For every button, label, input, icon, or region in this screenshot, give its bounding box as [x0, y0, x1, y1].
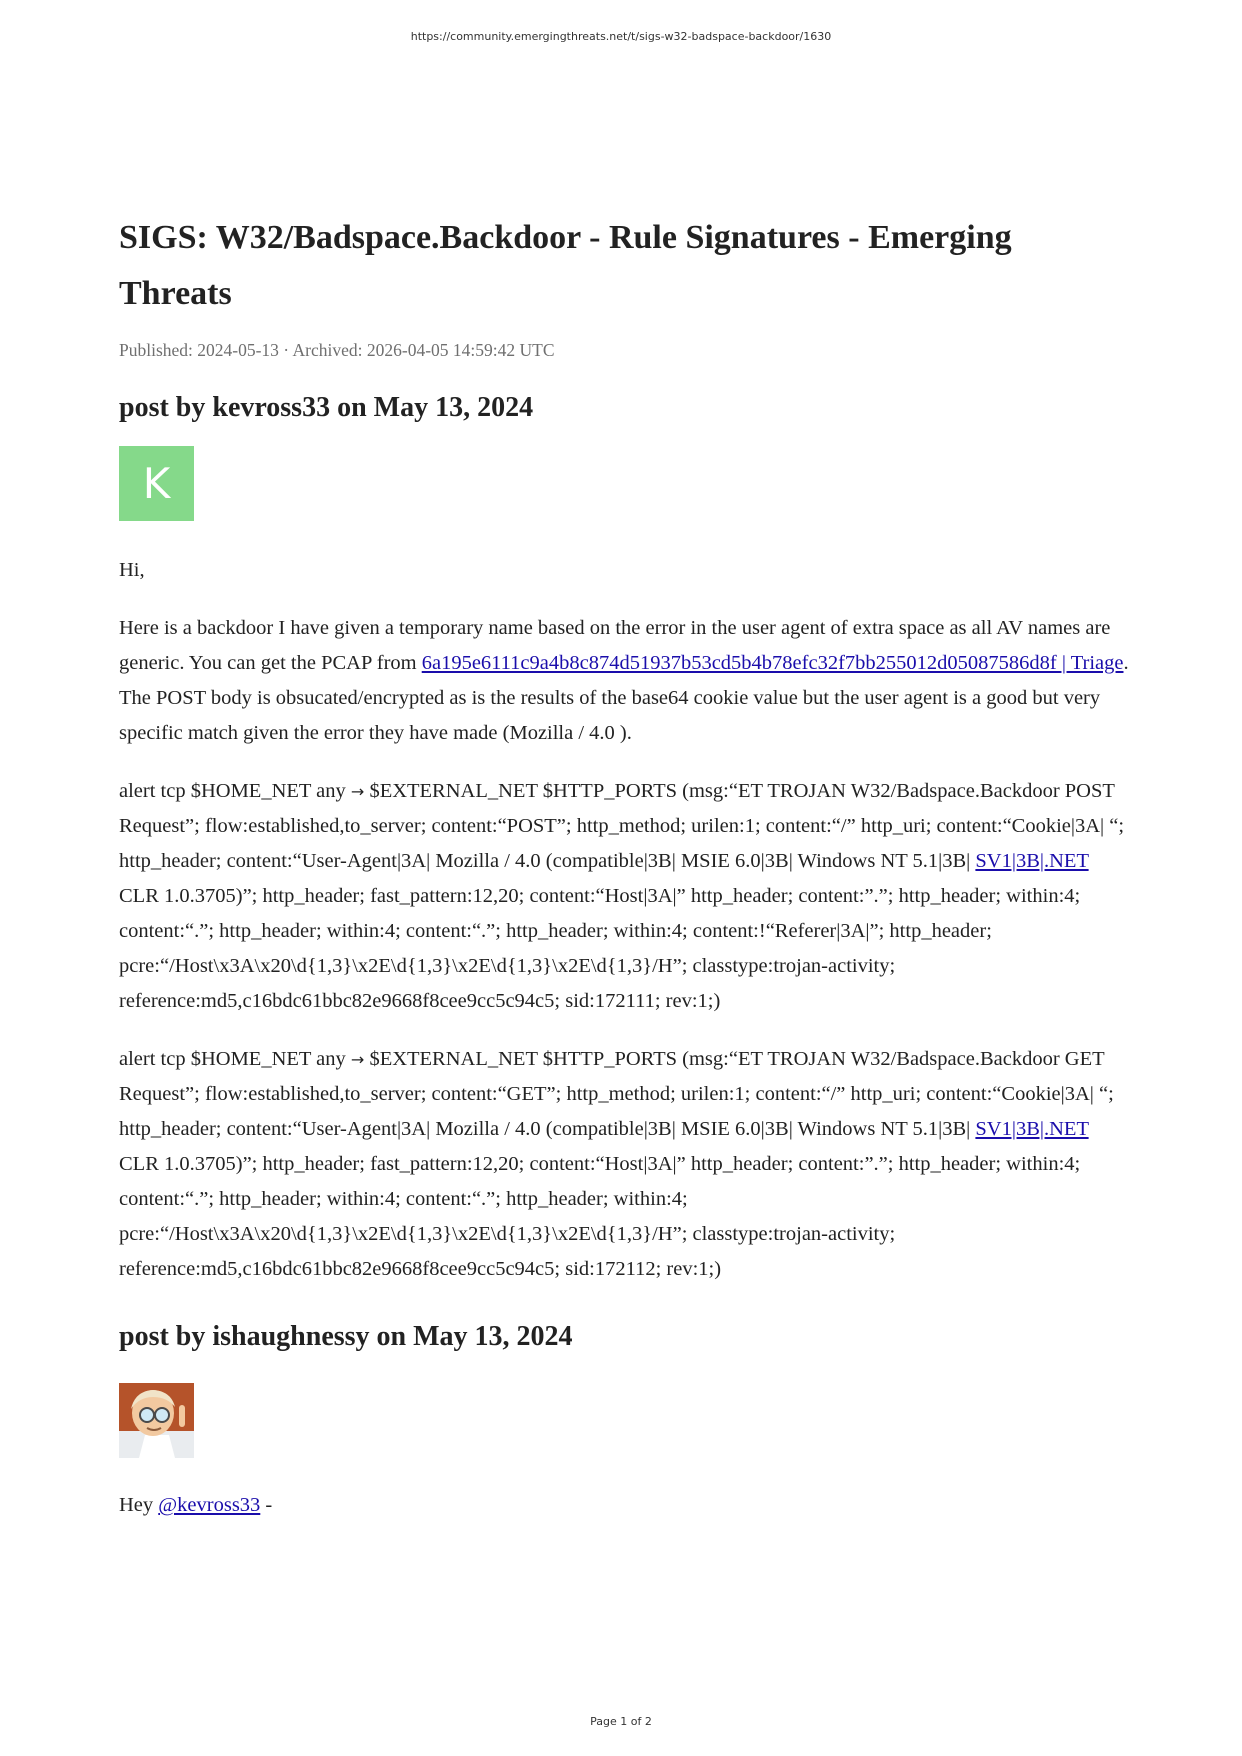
page-number: Page 1 of 2	[590, 1715, 652, 1728]
professor-avatar-icon	[119, 1383, 194, 1458]
post-greeting: Hi,	[119, 559, 145, 581]
rule-post-request: alert tcp $HOME_NET any → $EXTERNAL_NET $HTTP_PORTS (msg:“ET TROJAN W32/Badspace.Backdoor POST Request”; flow:established,to_server; content:“POST”; http_method; urilen:1; content:“/” http_uri; content:“Cookie|3A| “; http_header; content:“User-Agent|3A| Mozilla / 4.0 (compatible|3B| MSIE 6.0|3B| Windows NT 5.1|3B| SV1|3B|.NET CLR 1.0.3705)”; http_header; fast_pattern:12,20; content:“Host|3A|” http_header; content:”.”; http_header; within:4; content:“.”; http_header; within:4; content:“.”; http_header; within:4; content:!“Referer|3A|”; http_header; pcre:“/Host\x3A\x20\d{1,3}\x2E\d{1,3}\x2E\d{1,3}\x2E\d{1,3}/H”; classtype:trojan-activity; reference:md5,c16bdc61bbc82e9668f8cee9cc5c94c5; sid:172111; rev:1;)	[119, 780, 1125, 1012]
article-content	[119, 210, 1129, 1523]
rule-get-request: alert tcp $HOME_NET any → $EXTERNAL_NET $HTTP_PORTS (msg:“ET TROJAN W32/Badspace.Backdoor GET Request”; flow:established,to_server; content:“GET”; http_method; urilen:1; content:“/” http_uri; content:“Cookie|3A| “; http_header; content:“User-Agent|3A| Mozilla / 4.0 (compatible|3B| MSIE 6.0|3B| Windows NT 5.1|3B| SV1|3B|.NET CLR 1.0.3705)”; http_header; fast_pattern:12,20; content:“Host|3A|” http_header; content:”.”; http_header; within:4; content:“.”; http_header; within:4; content:“.”; http_header; within:4; pcre:“/Host\x3A\x20\d{1,3}\x2E\d{1,3}\x2E\d{1,3}\x2E\d{1,3}/H”; classtype:trojan-activity; reference:md5,c16bdc61bbc82e9668f8cee9cc5c94c5; sid:172112; rev:1;)	[119, 1048, 1114, 1280]
post-heading-ishaughnessy: post by ishaughnessy on May 13, 2024	[119, 1321, 573, 1352]
publish-meta: Published: 2024-05-13 · Archived: 2026-04-05 14:59:42 UTC	[119, 340, 555, 360]
reply-paragraph: Hey @kevross33 -	[119, 1494, 273, 1516]
arrow-icon: →	[350, 1050, 365, 1069]
page-title: SIGS: W32/Badspace.Backdoor - Rule Signatures - Emerging Threats	[119, 219, 1012, 312]
post-intro-paragraph: Here is a backdoor I have given a temporary name based on the error in the user agent of extra space as all AV names are generic. You can get the PCAP from 6a195e6111c9a4b8c874d51937b53cd5b4b78efc32f7bb255012d05087586d8f | Triage. The POST body is obsucated/encrypted as is the results of the base64 cookie value but the user agent is a good but very specific match given the error they have made (Mozilla / 4.0 ).	[119, 617, 1129, 744]
page-url-header: https://community.emergingthreats.net/t/sigs-w32-badspace-backdoor/1630	[410, 30, 832, 43]
sv1-net-link[interactable]: SV1|3B|.NET	[975, 1118, 1089, 1140]
mention-kevross33-link[interactable]: @kevross33	[158, 1494, 261, 1516]
avatar-kevross33: K	[119, 446, 194, 521]
triage-link[interactable]: 6a195e6111c9a4b8c874d51937b53cd5b4b78efc32f7bb255012d05087586d8f | Triage	[421, 652, 1124, 674]
post-heading-kevross33: post by kevross33 on May 13, 2024	[119, 392, 534, 423]
arrow-icon: →	[350, 782, 365, 801]
sv1-net-link[interactable]: SV1|3B|.NET	[975, 850, 1089, 872]
